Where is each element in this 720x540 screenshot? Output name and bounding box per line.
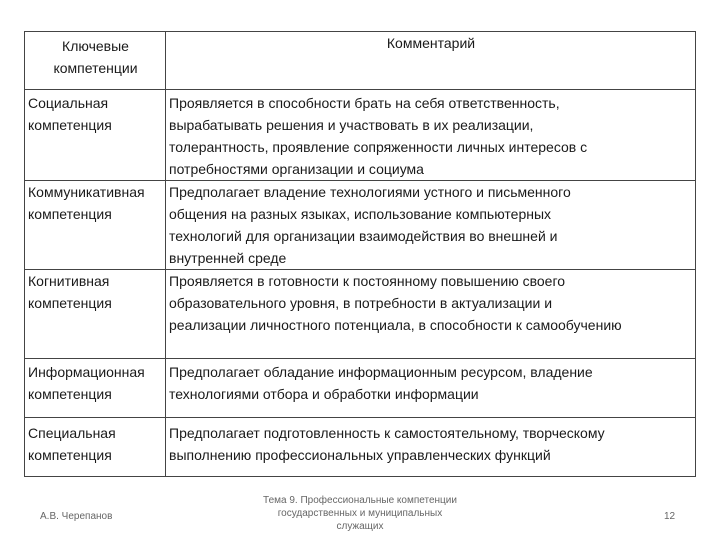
- competence-name: Специальная компетенция: [25, 418, 166, 477]
- table-row: [25, 270, 696, 359]
- table-row: [25, 359, 696, 418]
- competence-comment: Проявляется в способности брать на себя ответственность, вырабатывать решения и участвовать в их реализации, толерантность, проявление сопряженности личных интересов с потребностями организации и социума: [166, 90, 696, 181]
- table-row: [25, 181, 696, 270]
- competence-name: Социальная компетенция: [25, 90, 166, 181]
- footer-author: А.В. Черепанов: [40, 511, 113, 522]
- competence-name: Информационная компетенция: [25, 359, 166, 418]
- competence-comment: Предполагает владение технологиями устного и письменного общения на разных языках, использование компьютерных технологий для организации взаимодействия во внешней и внутренней среде: [166, 181, 696, 270]
- competence-comment: Предполагает обладание информационным ресурсом, владение технологиями отбора и обработки информации: [166, 359, 696, 418]
- table-row: [25, 418, 696, 477]
- header-comment: Комментарий: [166, 32, 696, 90]
- competence-name: Когнитивная компетенция: [25, 270, 166, 359]
- competence-comment: Предполагает подготовленность к самостоятельному, творческому выполнению профессиональных управленческих функций: [166, 418, 696, 477]
- competence-comment: Проявляется в готовности к постоянному повышению своего образовательного уровня, в потребности в актуализации и реализации личностного потенциала, в способности к самообучению: [166, 270, 696, 359]
- footer-topic: Тема 9. Профессиональные компетенции государственных и муниципальных служащих: [263, 495, 457, 532]
- table-header-row: [25, 32, 696, 90]
- table-row: [25, 90, 696, 181]
- competence-name: Коммуникативная компетенция: [25, 181, 166, 270]
- page-number: 12: [664, 511, 676, 522]
- header-key-competencies: Ключевые компетенции: [25, 32, 166, 90]
- competencies-table: [24, 31, 696, 477]
